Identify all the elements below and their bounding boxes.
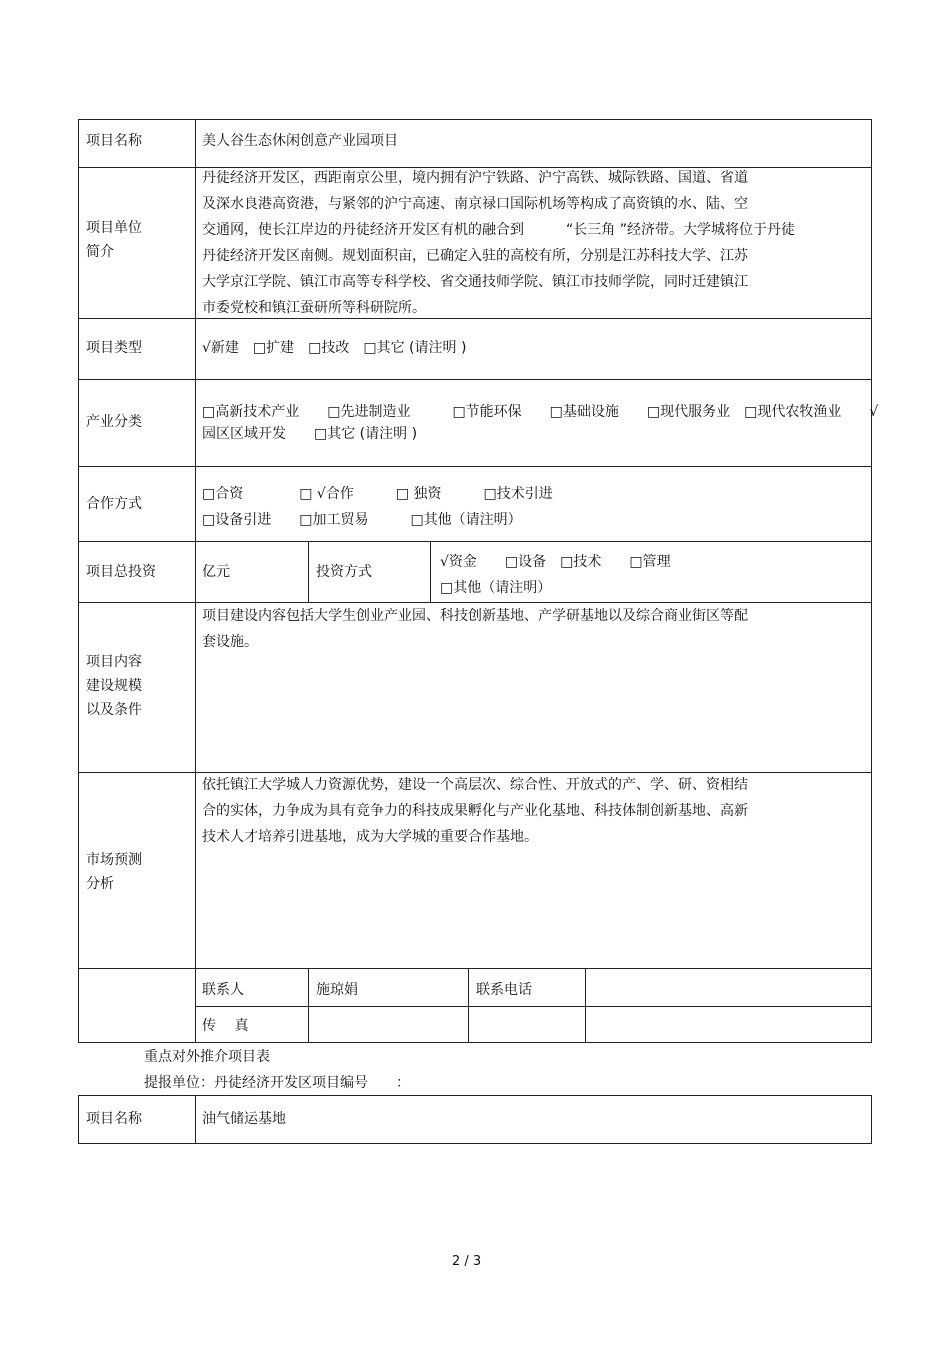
table-2-rule bbox=[78, 1143, 872, 1144]
unit-intro-text bbox=[202, 165, 795, 321]
investment-mode-line-1: √资金 □设备 □技术 □管理 bbox=[440, 554, 671, 570]
unit-intro-line: 丹徒经济开发区，西距南京公里，境内拥有沪宁铁路、沪宁高铁、城际铁路、国道、省道 bbox=[202, 170, 748, 186]
table-2-rule bbox=[195, 1095, 196, 1144]
fax-label: 传 真 bbox=[202, 1018, 249, 1034]
unit-intro-label-line: 项目单位 bbox=[86, 220, 142, 236]
cooperation-options-line-1: □合资 □ √合作 □ 独资 □技术引进 bbox=[202, 486, 553, 502]
table-1-rule bbox=[78, 119, 872, 120]
investment-mode-label: 投资方式 bbox=[316, 564, 372, 580]
investment-unit: 亿元 bbox=[202, 564, 230, 580]
reporting-unit: 提报单位：丹徒经济开发区项目编号 ： bbox=[144, 1075, 410, 1091]
cooperation-label: 合作方式 bbox=[86, 496, 142, 512]
industry-options-line-2: 园区区域开发 □其它 (请注明 ) bbox=[202, 426, 418, 442]
table-1-rule bbox=[195, 1006, 872, 1007]
market-label-line: 市场预测 bbox=[86, 852, 142, 868]
market-line: 技术人才培养引进基地，成为大学城的重要合作基地。 bbox=[202, 829, 538, 845]
table-1-rule bbox=[78, 466, 872, 467]
unit-intro-line: 市委党校和镇江蚕研所等科研院所。 bbox=[202, 300, 426, 316]
table-1-rule bbox=[78, 541, 872, 542]
table-1-rule bbox=[871, 119, 872, 1043]
project-name-label-2: 项目名称 bbox=[86, 1111, 142, 1127]
table-2-rule bbox=[78, 1095, 872, 1096]
table-1-rule bbox=[468, 968, 469, 1043]
cooperation-options-line-2: □设备引进 □加工贸易 □其他（请注明） bbox=[202, 512, 522, 528]
market-label bbox=[86, 848, 142, 896]
table-1-rule bbox=[78, 968, 872, 969]
project-type-options: √新建 □扩建 □技改 □其它 (请注明 ) bbox=[202, 340, 467, 356]
industry-options-line-1: □高新技术产业 □先进制造业 □节能环保 □基础设施 □现代服务业 □现代农牧渔业 √ bbox=[202, 404, 879, 420]
project-name-value: 美人谷生态休闲创意产业园项目 bbox=[202, 133, 398, 149]
table-1-rule bbox=[308, 541, 309, 603]
project-type-label: 项目类型 bbox=[86, 340, 142, 356]
market-line: 合的实体，力争成为具有竞争力的科技成果孵化与产业化基地、科技体制创新基地、高新 bbox=[202, 803, 748, 819]
page-number: 2 / 3 bbox=[452, 1254, 482, 1269]
investment-mode-line-2: □其他（请注明） bbox=[440, 580, 552, 596]
content-label-line: 以及条件 bbox=[86, 702, 142, 718]
unit-intro-line: 丹徒经济开发区南侧。规划面积亩，已确定入驻的高校有所，分别是江苏科技大学、江苏 bbox=[202, 248, 748, 264]
table-2-rule bbox=[78, 1095, 79, 1144]
contact-label: 联系人 bbox=[202, 982, 244, 998]
contact-value: 施琼娟 bbox=[316, 982, 358, 998]
table-1-rule bbox=[78, 379, 872, 380]
content-label bbox=[86, 650, 142, 722]
table-1-rule bbox=[78, 1042, 872, 1043]
content-text bbox=[202, 603, 748, 655]
project-name-label: 项目名称 bbox=[86, 133, 142, 149]
unit-intro-line: 大学京江学院、镇江市高等专科学校、省交通技师学院、镇江市技师学院，同时迁建镇江 bbox=[202, 274, 748, 290]
table-1-rule bbox=[78, 119, 79, 1043]
market-text bbox=[202, 772, 748, 850]
project-name-value-2: 油气储运基地 bbox=[202, 1111, 286, 1127]
market-line: 依托镇江大学城人力资源优势，建设一个高层次、综合性、开放式的产、学、研、资相结 bbox=[202, 777, 748, 793]
table-2-rule bbox=[871, 1095, 872, 1144]
industry-label: 产业分类 bbox=[86, 414, 142, 430]
content-label-line: 项目内容 bbox=[86, 654, 142, 670]
table-1-rule bbox=[585, 968, 586, 1043]
table-1-rule bbox=[308, 968, 309, 1043]
content-label-line: 建设规模 bbox=[86, 678, 142, 694]
table-1-rule bbox=[430, 541, 431, 603]
unit-intro-label bbox=[86, 216, 142, 264]
total-investment-label: 项目总投资 bbox=[86, 564, 156, 580]
unit-intro-line: 交通网，使长江岸边的丹徒经济开发区有机的融合到 “长三角 ”经济带。大学城将位于丹徒 bbox=[202, 222, 795, 238]
market-label-line: 分析 bbox=[86, 876, 114, 892]
unit-intro-label-line: 简介 bbox=[86, 244, 114, 260]
content-line: 项目建设内容包括大学生创业产业园、科技创新基地、产学研基地以及综合商业街区等配 bbox=[202, 608, 748, 624]
content-line: 套设施。 bbox=[202, 634, 258, 650]
unit-intro-line: 及深水良港高资港，与紧邻的沪宁高速、南京禄口国际机场等构成了高资镇的水、陆、空 bbox=[202, 196, 748, 212]
table-1-rule bbox=[195, 119, 196, 1043]
phone-label: 联系电话 bbox=[476, 982, 532, 998]
form-title: 重点对外推介项目表 bbox=[144, 1049, 270, 1065]
